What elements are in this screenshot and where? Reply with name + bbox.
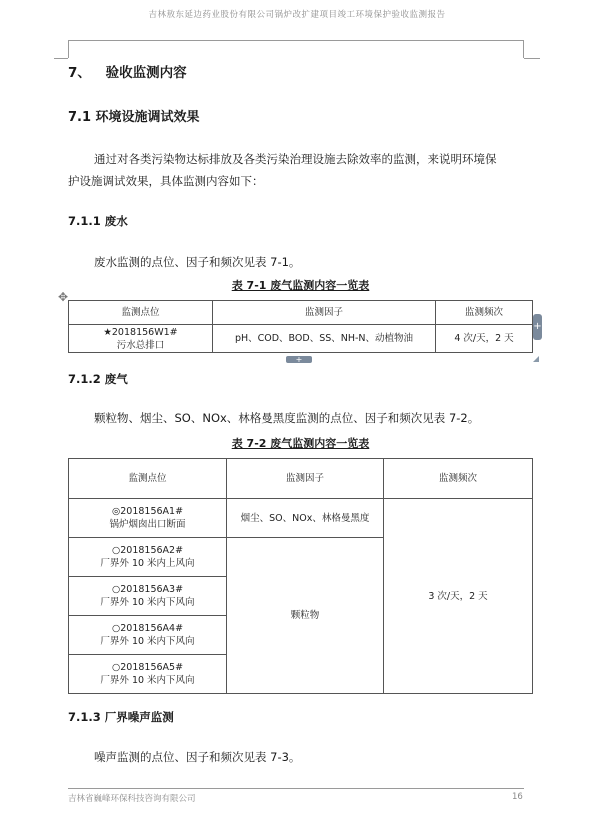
table-cell-factor: pH、COD、BOD、SS、NH-N、动植物油 (213, 325, 436, 353)
point-name: 污水总排口 (116, 339, 165, 351)
table-cell-point (69, 577, 227, 616)
point-name: 锅炉烟囱出口断面 (109, 519, 186, 530)
point-name: 厂界外 10 米内上风向 (100, 558, 195, 569)
table-cell-factor: 颗粒物 (227, 538, 384, 694)
table-cell-point (69, 325, 213, 353)
section-number: 7、 (68, 65, 91, 81)
table-2 (68, 458, 533, 694)
table-cell-frequency: 4 次/天，2 天 (436, 325, 533, 353)
margin-mark-left-h (54, 58, 68, 59)
point-name: 厂界外 10 米内下风向 (100, 597, 195, 608)
add-row-icon[interactable]: + (286, 356, 312, 363)
wastewater-text: 废水监测的点位、因子和频次见表 7-1。 (94, 255, 301, 269)
table-row (69, 325, 533, 353)
point-code: ○2018156A3# (111, 584, 184, 595)
table-header-row (69, 459, 533, 499)
section-7-1-3-heading: 7.1.3 厂界噪声监测 (68, 710, 174, 724)
table-1-caption: 表 7-1 废气监测内容一览表 (231, 279, 370, 292)
resize-corner-icon[interactable] (533, 356, 539, 362)
table-header-cell: 监测因子 (213, 301, 436, 325)
section-7-1-heading: 7.1 环境设施调试效果 (68, 110, 200, 125)
footer-rule (68, 788, 524, 789)
intro-line-1: 通过对各类污染物达标排放及各类污染治理设施去除效率的监测，来说明环境保 (94, 152, 497, 166)
section-7-1-2-heading: 7.1.2 废气 (68, 372, 128, 386)
table-header-cell: 监测频次 (384, 459, 533, 499)
table-header-cell: 监测频次 (436, 301, 533, 325)
table-1 (68, 300, 533, 353)
point-code: ◎2018156A1# (111, 506, 184, 517)
point-name: 厂界外 10 米内下风向 (100, 675, 195, 686)
header-rule (68, 40, 524, 41)
gas-text: 颗粒物、烟尘、SO、NOx、林格曼黑度监测的点位、因子和频次见表 7-2。 (94, 411, 480, 425)
table-header-cell: 监测点位 (69, 459, 227, 499)
table-cell-point (69, 499, 227, 538)
move-handle-icon[interactable]: ✥ (58, 290, 69, 304)
table-cell-frequency: 3 次/天，2 天 (384, 499, 533, 694)
page-number: 16 (512, 792, 523, 802)
section-title: 验收监测内容 (105, 65, 187, 81)
point-code: ○2018156A2# (111, 545, 184, 556)
table-cell-point (69, 538, 227, 577)
noise-text: 噪声监测的点位、因子和频次见表 7-3。 (94, 750, 301, 764)
table-header-cell: 监测点位 (69, 301, 213, 325)
table-row (69, 499, 533, 538)
table-header-row (69, 301, 533, 325)
intro-line-2: 护设施调试效果，具体监测内容如下： (68, 174, 264, 188)
point-name: 厂界外 10 米内下风向 (100, 636, 195, 647)
table-2-caption: 表 7-2 废气监测内容一览表 (231, 437, 370, 450)
point-code: ○2018156A4# (111, 623, 184, 634)
section-7-heading (68, 61, 187, 81)
margin-mark-left (68, 40, 69, 58)
table-cell-factor: 烟尘、SO、NOx、林格曼黑度 (227, 499, 384, 538)
margin-mark-right (523, 40, 524, 58)
point-code: ★2018156W1# (103, 326, 178, 338)
footer-company: 吉林省巍峰环保科技咨询有限公司 (68, 794, 196, 804)
table-cell-point (69, 655, 227, 694)
margin-mark-right-h (524, 58, 540, 59)
table-header-cell: 监测因子 (227, 459, 384, 499)
point-code: ○2018156A5# (111, 662, 184, 673)
document-header: 吉林敖东延边药业股份有限公司锅炉改扩建项目竣工环境保护验收监测报告 (148, 10, 446, 20)
table-cell-point (69, 616, 227, 655)
add-column-icon[interactable]: + (533, 314, 542, 340)
section-7-1-1-heading: 7.1.1 废水 (68, 214, 128, 228)
